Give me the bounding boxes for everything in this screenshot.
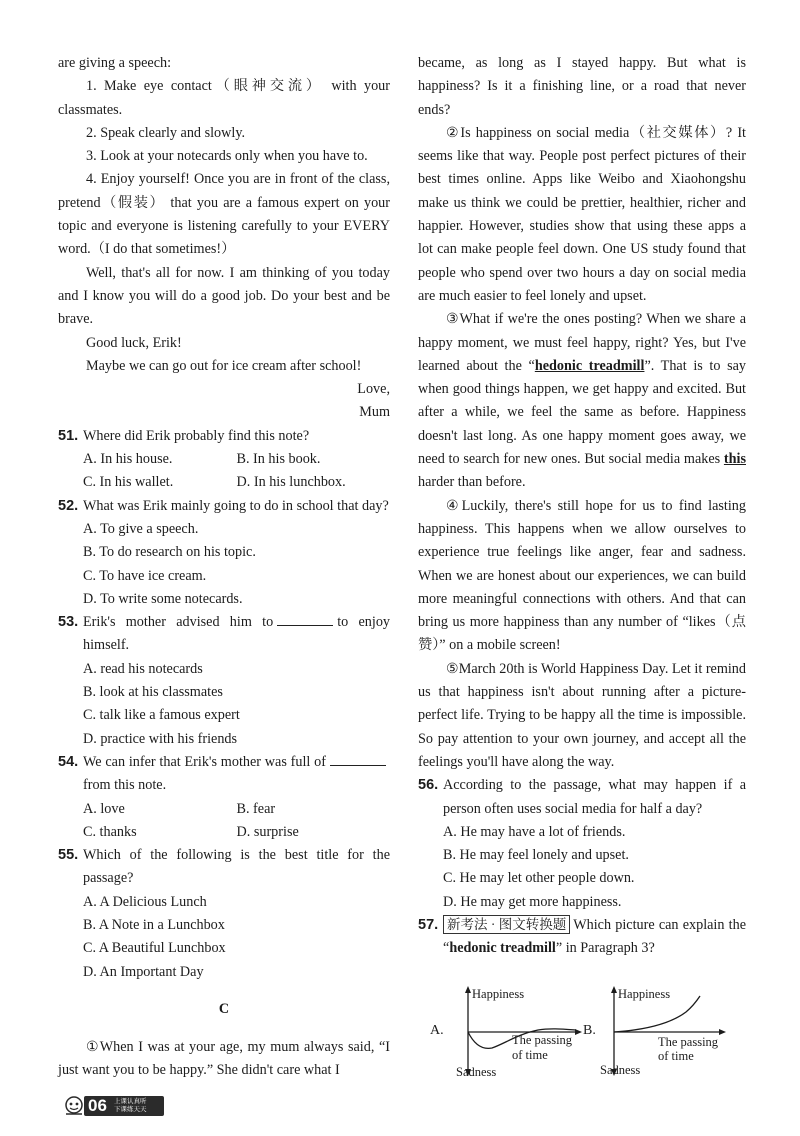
happiness-label: Happiness — [618, 987, 671, 1001]
question-number: 57. — [418, 916, 439, 933]
question-text-post: to enjoy himself. — [83, 614, 391, 654]
y-axis-arrow-up — [465, 986, 471, 993]
page-number: 06 — [88, 1096, 107, 1115]
tip-1: 1. Make eye contact（眼神交流） with your classmates. — [58, 78, 390, 118]
option-b[interactable]: B. In his book. — [236, 451, 321, 468]
question-text: According to the passage, what may happen if a person often uses social media for half a day? — [443, 777, 746, 817]
option-a[interactable]: A. A Delicious Lunch — [83, 893, 207, 910]
slogan-line-1: 上课认真听 — [114, 1098, 147, 1105]
question-51 — [58, 425, 390, 495]
slogan-line-2: 下课练天天 — [114, 1106, 147, 1113]
option-d[interactable]: D. In his lunchbox. — [236, 474, 346, 491]
answer-diagrams — [430, 986, 740, 1082]
option-c[interactable]: C. A Beautiful Lunchbox — [83, 940, 226, 957]
right-column — [418, 52, 746, 961]
question-number: 55. — [58, 847, 79, 864]
question-number: 51. — [58, 427, 79, 444]
option-a-graph[interactable] — [430, 986, 582, 1079]
passing-label-1: The passing — [658, 1035, 719, 1049]
tip-2: 2. Speak clearly and slowly. — [86, 124, 246, 141]
passage-c-paragraph-4: ④Luckily, there's still hope for us to find lasting happiness. This happens when we allow ourselves to experience true feelings like anger, fear and sadness. When we are honest about our experiences, we can build more meaningful connections with others. And that can bring us more happiness than any number of “likes（点赞）” on a mobile screen! — [418, 497, 746, 654]
answer-blank[interactable] — [277, 611, 333, 626]
lead-text: are giving a speech: — [58, 55, 172, 71]
option-a[interactable]: A. In his house. — [83, 451, 173, 468]
option-b[interactable]: B. He may feel lonely and upset. — [443, 847, 629, 864]
question-text: What was Erik mainly going to do in school that day? — [83, 497, 389, 514]
para3-part-3: harder than before. — [418, 474, 526, 491]
this-term: this — [723, 451, 746, 468]
footer-slogan — [114, 1098, 162, 1114]
question-57 — [418, 914, 746, 961]
question-text-pre: We can infer that Erik's mother was full of — [83, 753, 326, 770]
option-c[interactable]: C. To have ice cream. — [83, 567, 207, 584]
option-d[interactable]: D. An Important Day — [83, 963, 204, 980]
closing-paragraph: Well, that's all for now. I am thinking of you today and I know you will do a good job. Do your best and be brave. — [58, 264, 390, 328]
question-type-tag: 新考法 · 图文转换题 — [443, 915, 570, 934]
option-b[interactable]: B. A Note in a Lunchbox — [83, 916, 225, 933]
option-a-label: A. — [430, 1023, 444, 1038]
option-b[interactable]: B. fear — [236, 800, 276, 817]
passing-label-1: The passing — [512, 1033, 573, 1047]
question-55 — [58, 844, 390, 984]
option-c[interactable]: C. In his wallet. — [83, 474, 174, 491]
passage-c-paragraph-1-continued: became, as long as I stayed happy. But what is happiness? Is it a finishing line, or a road that never ends? — [418, 55, 746, 118]
page-number-badge — [84, 1096, 164, 1116]
option-c[interactable]: C. He may let other people down. — [443, 870, 635, 887]
question-text: Which of the following is the best title for the passage? — [83, 847, 390, 887]
option-d[interactable]: D. surprise — [236, 823, 299, 840]
question-text-b: ” in Paragraph 3? — [555, 940, 655, 957]
left-column — [58, 52, 390, 1082]
passing-label-2: of time — [512, 1048, 548, 1062]
passage-c-paragraph-2: ②Is happiness on social media（社交媒体）? It seems like that way. People post perfect pictures of their best times online. Apps like Weibo and Xiaohongshu make us think we could be prettier, healthier, richer and happier. However, studies show that using these apps a lot can make people feel down. One US study found that people who spend over two hours a day on social media are much easier to feel lonely and upset. — [418, 124, 746, 304]
ice-cream-line: Maybe we can go out for ice cream after school! — [86, 357, 362, 374]
question-54 — [58, 751, 390, 844]
section-heading: C — [218, 1001, 230, 1018]
x-axis-arrow — [719, 1029, 726, 1035]
x-axis-arrow — [575, 1029, 582, 1035]
question-text-pre: Erik's mother advised him to — [83, 614, 274, 631]
option-d[interactable]: D. practice with his friends — [83, 730, 238, 747]
option-a[interactable]: A. He may have a lot of friends. — [443, 823, 626, 840]
mascot-icon — [62, 1094, 86, 1118]
para3-part-1: ③What if we're the ones posting? When we share a happy moment, we must feel happy, right? Yes, but I've learned about the “ — [418, 311, 746, 374]
question-text: Where did Erik probably find this note? — [83, 427, 310, 444]
tip-3: 3. Look at your notecards only when you have to. — [86, 148, 368, 165]
option-a[interactable]: A. love — [83, 800, 125, 817]
passing-label-2: of time — [658, 1049, 694, 1063]
option-a[interactable]: A. read his notecards — [83, 660, 203, 677]
happiness-label: Happiness — [472, 987, 525, 1001]
option-b-graph[interactable] — [583, 986, 726, 1077]
good-luck-line: Good luck, Erik! — [86, 334, 182, 351]
option-b[interactable]: B. To do research on his topic. — [83, 544, 256, 561]
y-axis-arrow-up — [611, 986, 617, 993]
question-53 — [58, 611, 390, 751]
page-footer — [58, 1094, 168, 1118]
option-d[interactable]: D. To write some notecards. — [83, 590, 243, 607]
happiness-curve — [614, 996, 700, 1032]
option-b[interactable]: B. look at his classmates — [83, 684, 223, 701]
option-c[interactable]: C. talk like a famous expert — [83, 707, 240, 724]
answer-blank[interactable] — [330, 751, 386, 766]
question-text-a: Which picture can explain the “ — [443, 916, 746, 957]
sign-off-mum: Mum — [359, 404, 390, 421]
passage-c-paragraph-5: ⑤March 20th is World Happiness Day. Let it remind us that happiness isn't about running after a picture-perfect life. Trying to be happy all the time is impossible. So pay attention to your own journey, and accept all the feelings you'll have along the way. — [418, 660, 746, 770]
passage-c-paragraph-1: ①When I was at your age, my mum always said, “I just want you to be happy.” She didn't care what I — [58, 1038, 390, 1078]
question-number: 56. — [418, 777, 439, 794]
para3-part-2: ”. That is to say when good things happen, we get happy and excited. But after a while, we feel the same as before. Happiness doesn't last long. As one happy moment goes away, we need to search for new ones. But social media makes — [418, 357, 746, 468]
question-52 — [58, 495, 390, 611]
tip-4: 4. Enjoy yourself! Once you are in front of the class, pretend（假装） that you are a famous expert on your topic and everyone is listening carefully to your EVERY word.（I do that sometimes!） — [58, 171, 390, 258]
option-c[interactable]: C. thanks — [83, 823, 137, 840]
question-number: 54. — [58, 753, 79, 770]
hedonic-treadmill-term: hedonic treadmill — [534, 357, 645, 374]
question-56 — [418, 774, 746, 914]
question-number: 52. — [58, 497, 79, 514]
sadness-label: Sadness — [456, 1065, 497, 1079]
option-d[interactable]: D. He may get more happiness. — [443, 893, 622, 910]
hedonic-treadmill-term: hedonic treadmill — [449, 940, 556, 957]
question-text-post: from this note. — [83, 777, 167, 794]
sadness-label: Sadness — [600, 1063, 641, 1077]
option-b-label: B. — [583, 1023, 596, 1038]
passage-c-paragraph-3 — [418, 308, 746, 494]
sign-off-love: Love, — [357, 381, 390, 398]
option-a[interactable]: A. To give a speech. — [83, 520, 199, 537]
question-number: 53. — [58, 614, 79, 631]
